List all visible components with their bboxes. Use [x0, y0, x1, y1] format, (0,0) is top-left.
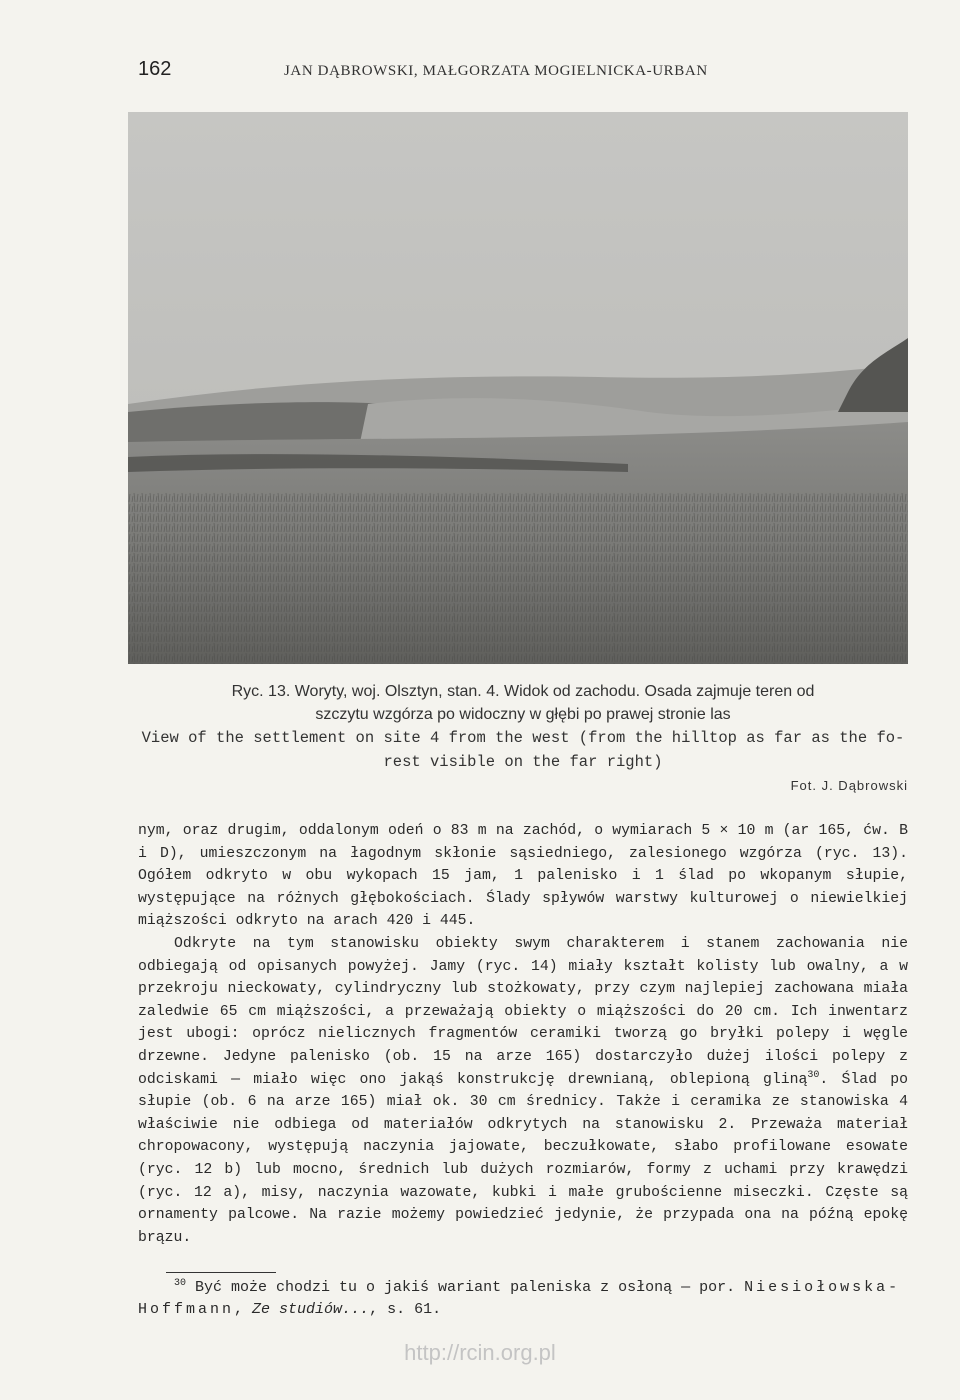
footnote-reference[interactable]: 30 [807, 1069, 820, 1081]
caption-polish-line-2: szczytu wzgórza po widoczny w głębi po prawej stronie las [315, 706, 731, 723]
paragraph-2 [138, 933, 908, 1249]
footnote [138, 1277, 908, 1321]
watermark-url: http://rcin.org.pl [404, 1340, 556, 1365]
caption-polish-line-1: Ryc. 13. Woryty, woj. Olsztyn, stan. 4. Widok od zachodu. Osada zajmuje teren od [231, 683, 815, 700]
footnote-text-a: Być może chodzi tu o jakiś wariant paleniska z osłoną — por. [186, 1279, 745, 1296]
page-number: 162 [138, 58, 172, 80]
landscape-photo [128, 112, 908, 664]
footnote-text-b: , [234, 1301, 253, 1318]
paragraph-2-part-b: . Ślad po słupie (ob. 6 na arze 165) miał ok. 30 cm średnicy. Także i ceramika ze stanowiska 4 właściwie nie odbiega od materiałów odkrytych na stanowisku 2. Przeważa materiał chropowacony, występują naczynia jajowate, beczułkowate, słabo profilowane esowate (ryc. 12 b) lub mocno, średnich lub dużych rozmiarów, formy z uchami przy krawędzi (ryc. 12 a), misy, naczynia wazowate, kubki i małe grubościenne miseczki. Częste są ornamenty palcowe. Na razie możemy powiedzieć jedynie, że przypada ona na późną epokę brązu. [138, 1071, 908, 1246]
running-head: JAN DĄBROWSKI, MAŁGORZATA MOGIELNICKA-URBAN [284, 63, 708, 79]
photo-credit: Fot. J. Dąbrowski [790, 778, 908, 793]
footnote-divider [166, 1272, 276, 1273]
landscape-photo-image [128, 112, 908, 664]
paragraph-1: nym, oraz drugim, oddalonym odeń o 83 m na zachód, o wymiarach 5 × 10 m (ar 165, ćw. B i D), umieszczonym na łagodnym skłonie sąsiedniego, zalesionego wzgórza (ryc. 13). Ogółem odkryto w obu wykopach 15 jam, 1 palenisko i 1 ślad po wkopanym słupie, występujące na różnych głębokościach. Ślady spływów warstwy kulturowej o niewielkiej miąższości odkryto na arach 420 i 445. [138, 823, 908, 930]
caption-english-line-1: View of the settlement on site 4 from the west (from the hilltop as far as the fo- [141, 729, 905, 747]
paragraph-2-part-a: Odkryte na tym stanowisku obiekty swym charakterem i stanem zachowania nie odbiegają od opisanych powyżej. Jamy (ryc. 14) miały kształt kolisty lub owalny, a w przekroju nieckowaty, cylindryczny lub stożkowaty, przy czym najlepiej zachowana miała zaledwie 65 cm miąższości, a przeważają obiekty o miąższości do 20 cm. Ich inwentarz jest ubogi: oprócz nielicznych fragmentów ceramiki tworzą go bryłki polepy i węgle drzewne. Jedyne palenisko (ob. 15 na arze 165) dostarczyło dużej ilości polepy z odciskami — miało więc ono jakąś konstrukcję drewnianą, oblepioną gliną [138, 935, 908, 1088]
body-text [138, 820, 908, 1249]
page-header [138, 58, 908, 88]
footnote-number: 30 [174, 1278, 187, 1289]
footnote-text-c: , s. 61. [369, 1301, 442, 1318]
footnote-author: Niesiołowska-Hoffmann [138, 1279, 901, 1318]
footnote-title: Ze studiów... [252, 1301, 370, 1318]
figure-caption [138, 680, 908, 793]
caption-english-line-2: rest visible on the far right) [383, 753, 663, 771]
